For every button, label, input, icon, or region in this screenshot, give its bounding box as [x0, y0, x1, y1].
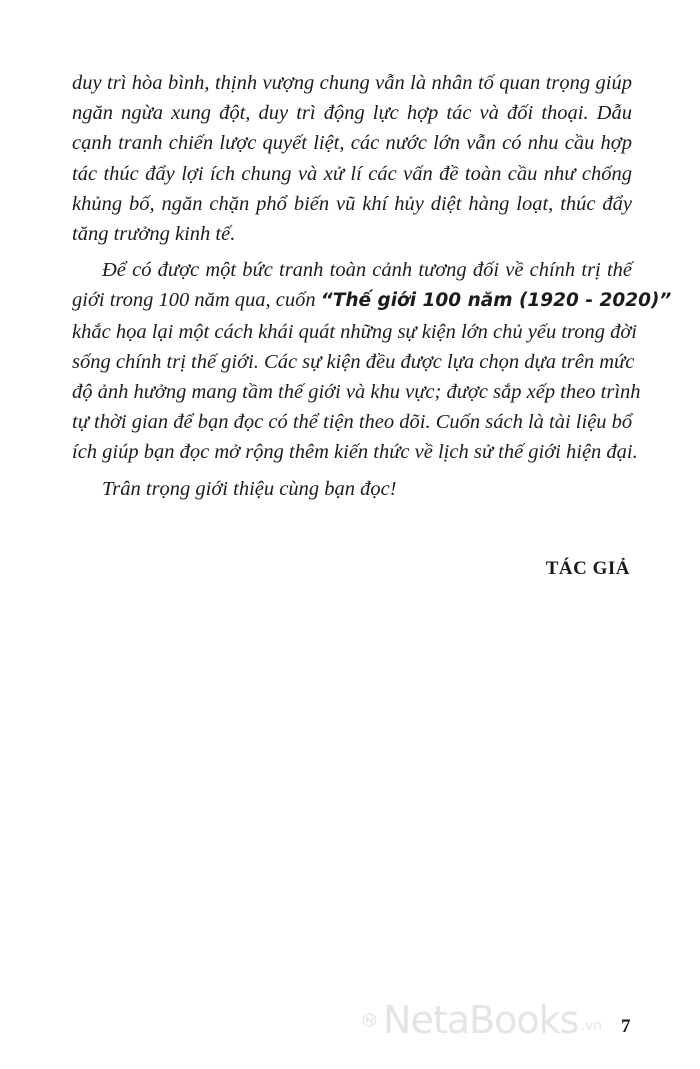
- text-line: khủng bố, ngăn chặn phổ biến vũ khí hủy diệt hàng loạt, thúc đẩy: [72, 192, 632, 215]
- text-fragment: giới trong 100 năm qua, cuốn: [72, 289, 321, 312]
- watermark: [362, 992, 602, 1048]
- paragraph-3: [72, 474, 632, 504]
- text-line: sống chính trị thế giới. Các sự kiện đều được lựa chọn dựa trên mức: [72, 350, 635, 373]
- text-line-with-title: [72, 285, 672, 316]
- text-line: ích giúp bạn đọc mở rộng thêm kiến thức về lịch sử thế giới hiện đại.: [72, 441, 638, 464]
- paragraph-1: [72, 68, 632, 249]
- page-number: 7: [621, 1016, 631, 1037]
- watermark-name: NetaBooks: [383, 998, 579, 1042]
- text-line: tác thúc đẩy lợi ích chung và xử lí các vấn đề toàn cầu như chống: [72, 162, 632, 185]
- closing-line: Trân trọng giới thiệu cùng bạn đọc!: [102, 477, 397, 500]
- netabooks-logo-icon: [362, 994, 377, 1046]
- paragraph-2: [72, 255, 672, 467]
- watermark-suffix: .vn: [580, 1018, 602, 1034]
- text-line: duy trì hòa bình, thịnh vượng chung vẫn là nhân tố quan trọng giúp: [72, 72, 632, 94]
- text-line: tự thời gian để bạn đọc có thể tiện theo dõi. Cuốn sách là tài liệu bổ: [72, 411, 633, 434]
- author-signature: TÁC GIẢ: [545, 558, 630, 579]
- text-line: ngăn ngừa xung đột, duy trì động lực hợp tác và đối thoại. Dẫu: [72, 102, 632, 125]
- text-line: Để có được một bức tranh toàn cảnh tương đối về chính trị thế: [102, 259, 632, 282]
- book-title: “Thế giới 100 năm (1920 - 2020)”: [320, 290, 672, 312]
- text-line: khắc họa lại một cách khái quát những sự kiện lớn chủ yếu trong đời: [72, 320, 637, 343]
- body-text: [72, 68, 672, 504]
- text-line: tăng trưởng kinh tế.: [72, 223, 236, 246]
- text-line: độ ảnh hưởng mang tầm thế giới và khu vực; được sắp xếp theo trình: [72, 381, 641, 404]
- text-line: cạnh tranh chiến lược quyết liệt, các nước lớn vẫn có nhu cầu hợp: [72, 132, 632, 155]
